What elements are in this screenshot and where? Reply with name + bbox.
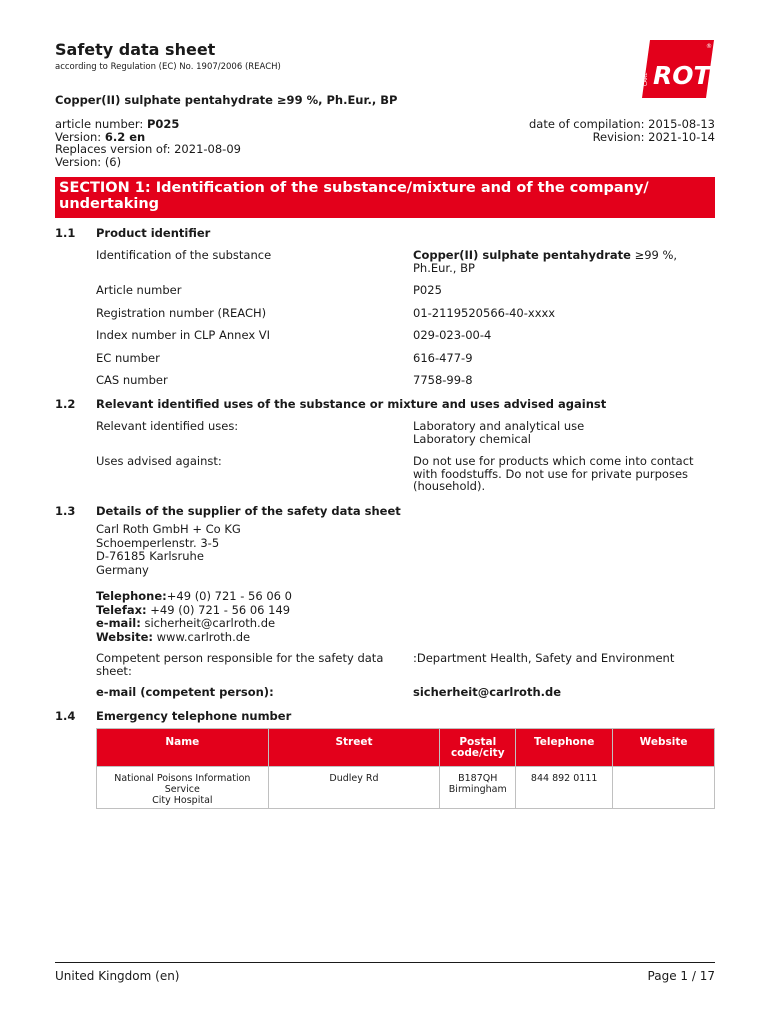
subsection-number: 1.4	[55, 709, 76, 723]
email-label: e-mail:	[96, 616, 141, 630]
cell-name	[97, 767, 269, 809]
article-number-value: P025	[146, 117, 180, 131]
identified-use-item: Laboratory chemical	[413, 431, 531, 446]
identified-uses-label: Relevant identified uses:	[96, 419, 239, 433]
supplier-contacts	[96, 590, 292, 644]
previous-version: Version: (6)	[55, 154, 122, 169]
cas-number-label: CAS number	[96, 373, 168, 387]
website-link[interactable]: www.carlroth.de	[153, 629, 251, 644]
column-header-telephone: Telephone	[516, 729, 613, 767]
name-line: City Hospital	[152, 795, 213, 806]
cell-street: Dudley Rd	[268, 767, 440, 809]
company-street: Schoemperlenstr. 3-5	[96, 535, 220, 550]
registration-number-label: Registration number (REACH)	[96, 306, 267, 320]
company-city: D-76185 Karlsruhe	[96, 549, 204, 563]
logo-text: ROTH	[653, 61, 732, 90]
identified-uses-value	[413, 420, 715, 445]
column-header-name: Name	[97, 729, 269, 767]
competent-person-value: :Department Health, Safety and Environment	[413, 651, 675, 665]
uses-advised-against-label: Uses advised against:	[96, 454, 222, 468]
column-header-street: Street	[268, 729, 440, 767]
competent-label-line: sheet:	[96, 663, 132, 678]
subsection-title: Product identifier	[96, 226, 211, 240]
telefax-value: +49 (0) 721 - 56 06 149	[146, 602, 291, 617]
substance-name: Copper(II) sulphate pentahydrate	[413, 248, 631, 262]
identified-use-item: Laboratory and analytical use	[413, 419, 585, 433]
logo-side-text: CARL	[643, 72, 649, 86]
subsection-number: 1.1	[55, 226, 76, 240]
logo-registered: ®	[706, 43, 712, 50]
competent-label-line: Competent person responsible for the safety data	[96, 651, 384, 665]
competent-email-label: e-mail (competent person):	[96, 685, 274, 699]
ec-number-value: 616-477-9	[413, 351, 473, 365]
registration-number-value: 01-2119520566-40-xxxx	[413, 306, 556, 320]
replaces-version: Replaces version of: 2021-08-09	[55, 142, 241, 156]
subsection-title: Relevant identified uses of the substance or mixture and uses advised against	[96, 397, 607, 411]
article-number-row-value: P025	[413, 283, 442, 297]
table-header-row	[97, 729, 715, 767]
cell-postal	[440, 767, 516, 809]
version-value: 6.2 en	[104, 129, 146, 144]
subsection-title: Emergency telephone number	[96, 709, 292, 723]
supplier-address	[96, 523, 241, 577]
revision-date: Revision: 2021-10-14	[592, 129, 715, 144]
product-name: Copper(II) sulphate pentahydrate ≥99 %, Ph.Eur., BP	[55, 93, 398, 107]
regulation-subtitle: according to Regulation (EC) No. 1907/2006 (REACH)	[55, 62, 281, 72]
advised-line: Do not use for products which come into contact	[413, 454, 694, 468]
footer-locale: United Kingdom (en)	[55, 969, 180, 983]
emergency-contacts-table	[96, 728, 715, 809]
roth-logo	[642, 40, 732, 98]
cas-number-value: 7758-99-8	[413, 373, 473, 387]
footer-page-number: Page 1 / 17	[647, 969, 715, 983]
cell-website	[613, 767, 715, 809]
article-number-row-label: Article number	[96, 283, 182, 297]
subsection-number: 1.2	[55, 397, 76, 411]
ec-number-label: EC number	[96, 351, 160, 365]
postal-header-line: Postal	[459, 736, 497, 748]
postal-header-line: code/city	[450, 747, 505, 759]
version-label: Version:	[55, 129, 105, 144]
telephone-label: Telephone:	[96, 589, 167, 603]
identification-label: Identification of the substance	[96, 248, 272, 262]
column-header-website: Website	[613, 729, 715, 767]
footer-divider	[55, 962, 715, 963]
name-line: Service	[164, 784, 200, 795]
competent-person-label	[96, 652, 406, 677]
section-1-header: SECTION 1: Identification of the substance/mixture and of the company/ undertaking	[55, 177, 715, 218]
article-number-label: article number:	[55, 117, 147, 131]
index-number-value: 029-023-00-4	[413, 328, 492, 342]
table-row	[97, 767, 715, 809]
substance-grade: Ph.Eur., BP	[413, 260, 475, 275]
substance-purity: ≥99 %,	[630, 248, 678, 262]
column-header-postal	[440, 729, 516, 767]
subsection-title: Details of the supplier of the safety data sheet	[96, 504, 401, 518]
document-meta-left	[55, 118, 241, 168]
compilation-date: date of compilation: 2015-08-13	[528, 117, 715, 131]
subsection-number: 1.3	[55, 504, 76, 518]
cell-telephone[interactable]: 844 892 0111	[516, 767, 613, 809]
email-link[interactable]: sicherheit@carlroth.de	[140, 616, 276, 630]
document-meta-right	[529, 118, 715, 143]
postal-line: B187QH	[458, 773, 498, 784]
telefax-label: Telefax:	[96, 602, 147, 617]
telephone-value[interactable]: +49 (0) 721 - 56 06 0	[166, 589, 292, 603]
website-label: Website:	[96, 629, 153, 644]
uses-advised-against-value	[413, 455, 715, 493]
company-name: Carl Roth GmbH + Co KG	[96, 522, 241, 536]
postal-line: Birmingham	[448, 784, 507, 795]
advised-line: (household).	[413, 479, 486, 493]
index-number-label: Index number in CLP Annex VI	[96, 328, 271, 342]
page-title: Safety data sheet	[55, 40, 216, 59]
advised-line: with foodstuffs. Do not use for private purposes	[413, 466, 689, 481]
company-country: Germany	[96, 562, 149, 577]
name-line: National Poisons Information	[114, 773, 251, 784]
identification-value	[413, 249, 715, 274]
competent-email-value[interactable]: sicherheit@carlroth.de	[413, 685, 562, 699]
